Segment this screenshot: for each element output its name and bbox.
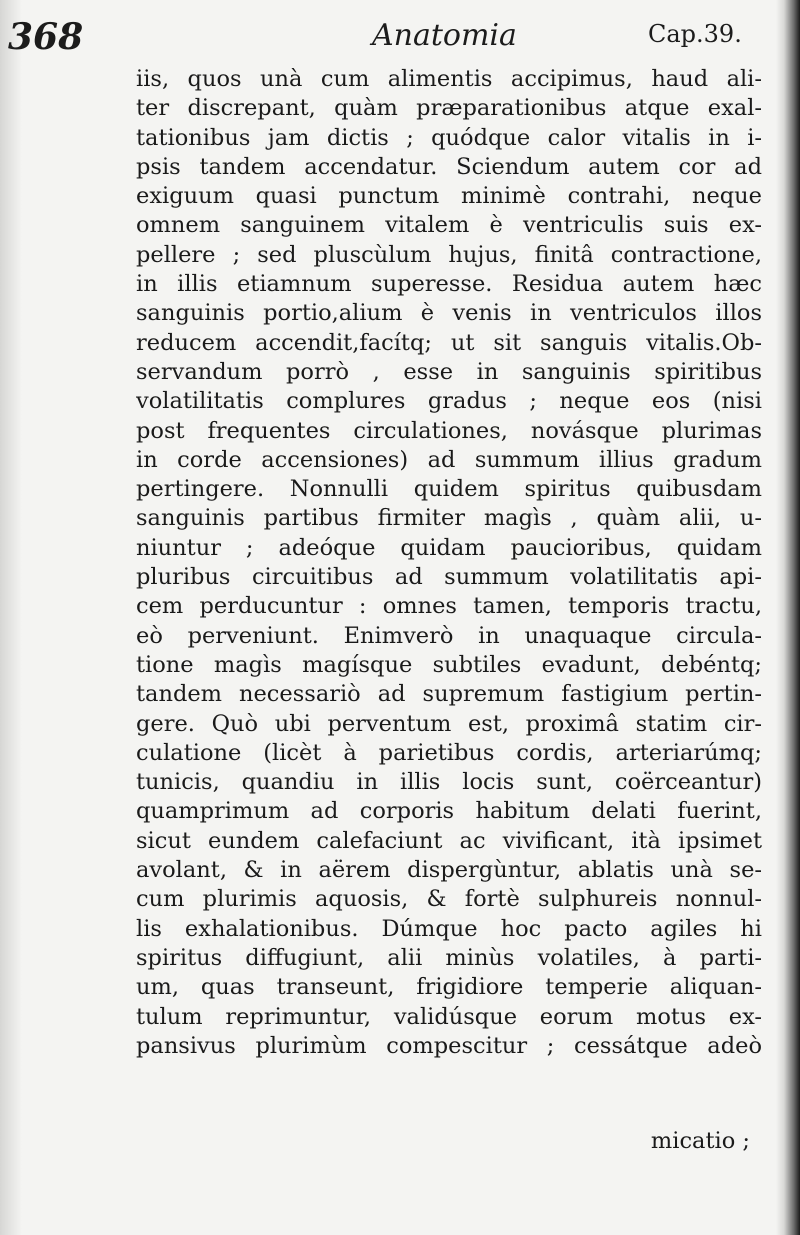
text-line: volatilitatis complures gradus ; neque eos (nisi	[136, 388, 762, 415]
text-line: sicut eundem calefaciunt ac vivificant, ità ipsimet	[136, 827, 762, 854]
running-title: Anatomia	[372, 18, 517, 53]
text-line: in illis etiamnum superesse. Residua autem hæc	[136, 271, 762, 298]
text-line: lis exhalationibus. Dúmque hoc pacto agiles hi	[136, 915, 762, 942]
text-line: tunicis, quandiu in illis locis sunt, coërceantur)	[136, 769, 762, 796]
text-line: reducem accendit,facítq; ut sit sanguis vitalis.Ob-	[136, 329, 762, 356]
text-line: tationibus jam dictis ; quódque calor vitalis in i-	[136, 124, 762, 151]
page-header	[0, 16, 800, 62]
text-line: pansivus plurimùm compescitur ; cessátque adeò	[136, 1032, 762, 1059]
text-line: tandem necessariò ad supremum fastigium pertin-	[136, 681, 762, 708]
page-edge-left	[0, 0, 22, 1235]
text-line: niuntur ; adeóque quidam paucioribus, quidam	[136, 534, 762, 561]
page-edge-right	[776, 0, 800, 1235]
text-line: sanguinis portio,alium è venis in ventriculos illos	[136, 300, 762, 327]
text-line: culatione (licèt à parietibus cordis, arteriarúmq;	[136, 739, 762, 766]
text-line: exiguum quasi punctum minimè contrahi, neque	[136, 183, 762, 210]
page-number: 368	[8, 16, 84, 58]
text-line: post frequentes circulationes, novásque plurimas	[136, 417, 762, 444]
text-line: cum plurimis aquosis, & fortè sulphureis nonnul-	[136, 886, 762, 913]
text-line: gere. Quò ubi perventum est, proximâ statim cir-	[136, 710, 762, 737]
text-line: servandum porrò , esse in sanguinis spiritibus	[136, 358, 762, 385]
text-line: tione magìs magísque subtiles evadunt, debéntq;	[136, 651, 762, 678]
text-line: psis tandem accendatur. Sciendum autem cor ad	[136, 153, 762, 180]
text-line: avolant, & in aërem dispergùntur, ablatis unà se-	[136, 857, 762, 884]
text-line: sanguinis partibus firmiter magìs , quàm alii, u-	[136, 505, 762, 532]
text-line: pertingere. Nonnulli quidem spiritus quibusdam	[136, 476, 762, 503]
text-line: tulum reprimuntur, validúsque eorum motus ex-	[136, 1003, 762, 1030]
text-line: pellere ; sed pluscùlum hujus, finitâ contractione,	[136, 241, 762, 268]
text-line: omnem sanguinem vitalem è ventriculis suis ex-	[136, 212, 762, 239]
text-line: pluribus circuitibus ad summum volatilitatis api-	[136, 564, 762, 591]
text-line: in corde accensiones) ad summum illius gradum	[136, 446, 762, 473]
catchword: micatio ;	[650, 1128, 750, 1154]
text-line: ter discrepant, quàm præparationibus atque exal-	[136, 95, 762, 122]
text-line: eò perveniunt. Enimverò in unaquaque circula-	[136, 622, 762, 649]
text-line: iis, quos unà cum alimentis accipimus, haud ali-	[136, 66, 762, 92]
text-line: cem perducuntur : omnes tamen, temporis tractu,	[136, 593, 762, 620]
text-line: quamprimum ad corporis habitum delati fuerint,	[136, 798, 762, 825]
text-line: um, quas transeunt, frigidiore temperie aliquan-	[136, 974, 762, 1001]
text-line: spiritus diffugiunt, alii minùs volatiles, à parti-	[136, 944, 762, 971]
body-text	[136, 65, 762, 1061]
chapter-label: Cap.39.	[648, 20, 742, 48]
